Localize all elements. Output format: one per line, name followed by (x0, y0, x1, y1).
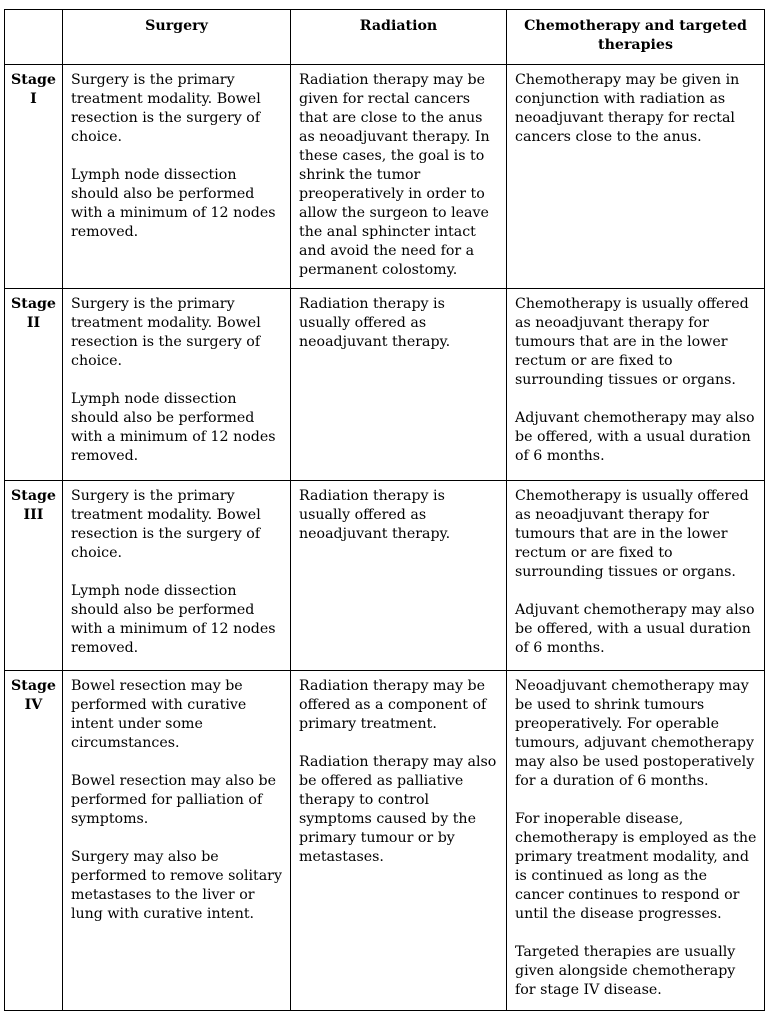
chemotherapy-cell (507, 671, 765, 1011)
stage-number: III (23, 507, 44, 523)
radiation-text: Radiation therapy may be given for rectal cancers that are close to the anus as neoadjuvant therapy. In these cases, the goal is to shrink the tumor preoperatively in order to allow the surgeon to leave the anal sphincter intact and avoid the need for a permanent colostomy. (299, 72, 490, 278)
stage-label: Stage (11, 72, 56, 88)
radiation-cell (291, 481, 507, 671)
table-row (5, 671, 765, 1011)
stage-cell (5, 289, 63, 481)
chemotherapy-text: Chemotherapy is usually offered as neoadjuvant therapy for tumours that are in the lower rectum or are fixed to surrounding tissues or organs. (515, 296, 749, 388)
chemotherapy-cell (507, 65, 765, 289)
surgery-text: Surgery is the primary treatment modality. Bowel resection is the surgery of choice. (71, 488, 261, 561)
surgery-cell (63, 289, 291, 481)
surgery-text: Lymph node dissection should also be performed with a minimum of 12 nodes removed. (71, 167, 276, 240)
table-row (5, 65, 765, 289)
header-blank-cell (5, 10, 63, 65)
chemotherapy-text: For inoperable disease, chemotherapy is employed as the primary treatment modality, and is continued as long as the cancer continues to respond or until the disease progresses. (515, 811, 757, 922)
chemotherapy-text: Chemotherapy is usually offered as neoadjuvant therapy for tumours that are in the lower rectum or are fixed to surrounding tissues or organs. (515, 488, 749, 580)
stage-cell (5, 671, 63, 1011)
table-row (5, 481, 765, 671)
chemotherapy-text: Chemotherapy may be given in conjunction with radiation as neoadjuvant therapy for rectal cancers close to the anus. (515, 72, 740, 145)
chemotherapy-text: Adjuvant chemotherapy may also be offered, with a usual duration of 6 months. (515, 602, 755, 656)
chemotherapy-text: Neoadjuvant chemotherapy may be used to shrink tumours preoperatively. For operable tumours, adjuvant chemotherapy may also be used postoperatively for a duration of 6 months. (515, 678, 755, 789)
treatment-table (4, 9, 765, 1011)
surgery-text: Bowel resection may be performed with curative intent under some circumstances. (71, 678, 247, 751)
header-row (5, 10, 765, 65)
radiation-cell (291, 65, 507, 289)
surgery-cell (63, 671, 291, 1011)
stage-number: II (26, 315, 41, 331)
chemotherapy-text: Targeted therapies are usually given alongside chemotherapy for stage IV disease. (515, 944, 736, 998)
stage-number: I (30, 91, 37, 107)
chemotherapy-cell (507, 289, 765, 481)
surgery-text: Surgery is the primary treatment modality. Bowel resection is the surgery of choice. (71, 72, 261, 145)
radiation-text: Radiation therapy may also be offered as palliative therapy to control symptoms caused by the primary tumour or by metastases. (299, 754, 497, 865)
stage-label: Stage (11, 678, 56, 694)
stage-cell (5, 481, 63, 671)
surgery-text: Surgery may also be performed to remove solitary metastases to the liver or lung with curative intent. (71, 849, 282, 922)
radiation-text: Radiation therapy is usually offered as neoadjuvant therapy. (299, 488, 451, 542)
header-surgery: Surgery (63, 10, 291, 65)
radiation-cell (291, 289, 507, 481)
stage-cell (5, 65, 63, 289)
surgery-text: Bowel resection may also be performed for palliation of symptoms. (71, 773, 277, 827)
surgery-text: Lymph node dissection should also be performed with a minimum of 12 nodes removed. (71, 391, 276, 464)
table-row (5, 289, 765, 481)
chemotherapy-text: Adjuvant chemotherapy may also be offered, with a usual duration of 6 months. (515, 410, 755, 464)
surgery-cell (63, 65, 291, 289)
surgery-text: Surgery is the primary treatment modality. Bowel resection is the surgery of choice. (71, 296, 261, 369)
surgery-cell (63, 481, 291, 671)
stage-number: IV (24, 697, 43, 713)
radiation-cell (291, 671, 507, 1011)
stage-label: Stage (11, 488, 56, 504)
surgery-text: Lymph node dissection should also be performed with a minimum of 12 nodes removed. (71, 583, 276, 656)
chemotherapy-cell (507, 481, 765, 671)
radiation-text: Radiation therapy is usually offered as neoadjuvant therapy. (299, 296, 451, 350)
header-chemotherapy: Chemotherapy and targeted therapies (507, 10, 765, 65)
header-radiation: Radiation (291, 10, 507, 65)
stage-label: Stage (11, 296, 56, 312)
radiation-text: Radiation therapy may be offered as a component of primary treatment. (299, 678, 487, 732)
